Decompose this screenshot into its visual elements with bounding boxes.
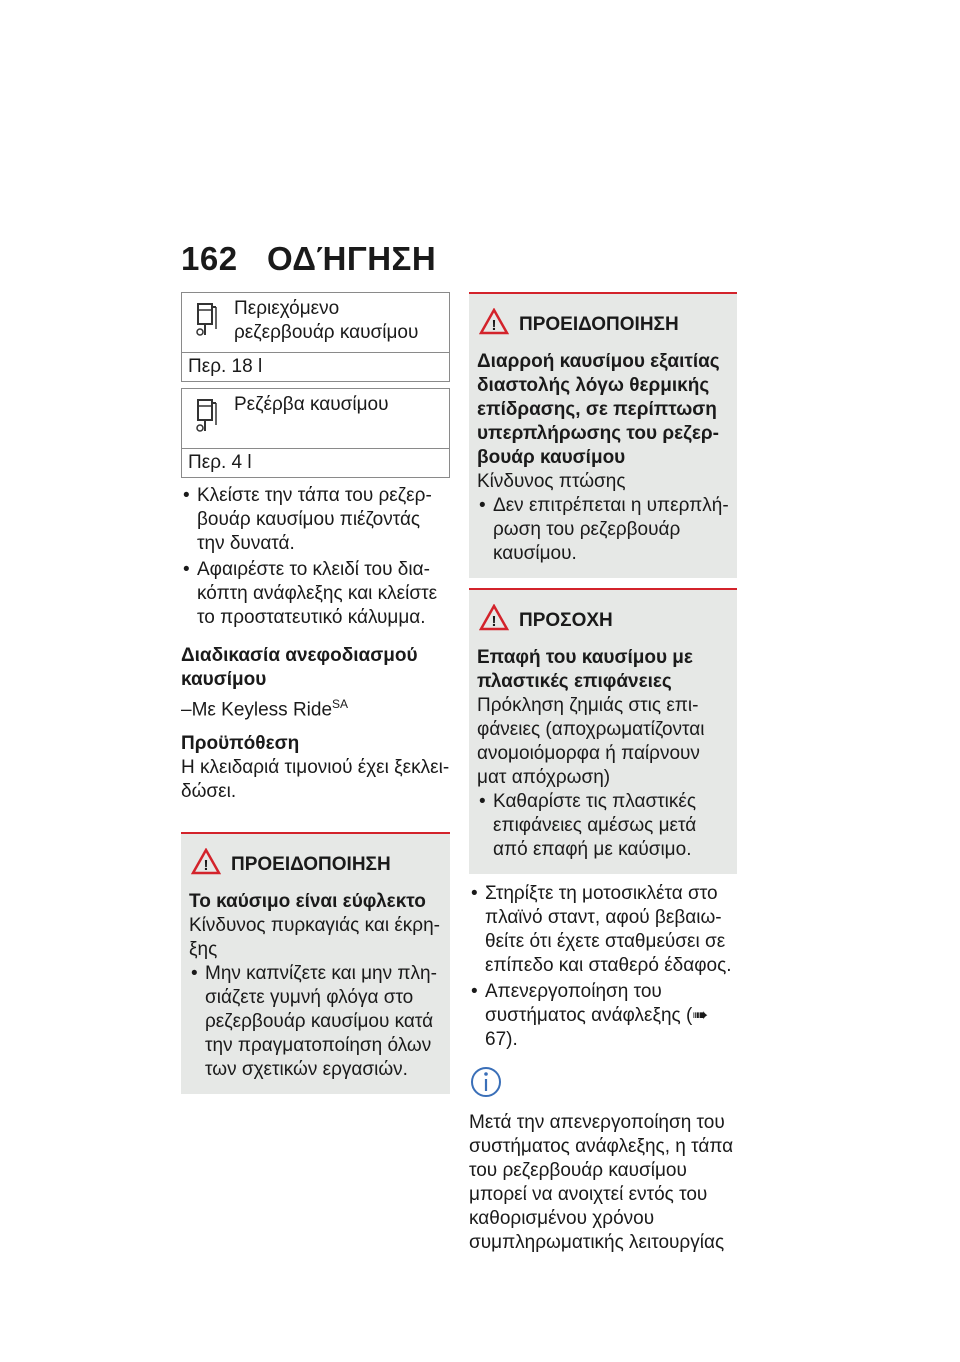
list-item: • Απενεργοποίηση του συστήματος ανάφλεξης (➠ 67). — [469, 980, 737, 1052]
page-number: 162 — [181, 240, 238, 277]
keyless-note: –Με Keyless Ride$^{SA}$ — [181, 697, 349, 721]
list-item: • Καθαρίστε τις πλαστικές επιφάνειες αμέσως μετά από επαφή με καύσιμο. — [477, 790, 729, 862]
info-note — [469, 1060, 737, 1255]
list-item: • Μην καπνίζετε και μην πλησιάζετε γυμνή φλόγα στο ρεζερβουάρ καυσίμου κατά την πραγματοποίηση όλων των σχετικών εργασιών. — [189, 962, 442, 1082]
info-icon — [469, 1088, 503, 1109]
warning-subtitle: Κίνδυνος πυρκαγιάς και έκρηξης — [189, 915, 440, 961]
svg-text:!: ! — [203, 857, 209, 875]
warning-label: ΠΡΟΕΙΔΟΠΟΙΗΣΗ — [519, 314, 679, 335]
spec-table-reserve — [181, 388, 450, 478]
spec-label: Περιεχόμενο ρεζερβουάρ καυσίμου — [234, 298, 419, 343]
list-item: • Αφαιρέστε το κλειδί του διακόπτη ανάφλεξης και κλείστε το προστατευτικό κάλυμμα. — [181, 558, 450, 630]
spec-table-tank-capacity — [181, 292, 450, 382]
warning-label: ΠΡΟΕΙΔΟΠΟΙΗΣΗ — [231, 854, 391, 876]
bullet-list — [469, 882, 737, 1052]
spec-label: Ρεζέρβα καυσίμου — [234, 394, 389, 415]
warning-box-overfill — [469, 292, 737, 578]
svg-text:!: ! — [491, 317, 497, 334]
fuel-pump-icon — [186, 393, 234, 442]
page-reference-arrow-icon: ➠ — [692, 1005, 709, 1026]
prerequisite-text: Η κλειδαριά τιμονιού έχει ξεκλειδώσει. — [181, 757, 450, 803]
caution-box-plastics — [469, 588, 737, 874]
section-heading: Διαδικασία ανεφοδιασμού καυσίμου — [181, 645, 418, 690]
info-text: Μετά την απενεργοποίηση του συστήματος ανάφλεξης, η τάπα του ρεζερβουάρ καυσίμου μπορεί να ανοιχτεί εντός του καθορισμένου χρόνου συμπληρωματικής λειτουργίας — [469, 1112, 734, 1253]
warning-triangle-icon — [189, 848, 231, 882]
caution-subtitle: Πρόκληση ζημιάς στις επιφάνειες (αποχρωματίζονται ανομοιόμορφα ή παίρνουν ματ απόχρωση) — [477, 695, 705, 788]
right-column — [469, 292, 737, 1255]
warning-triangle-icon — [477, 308, 519, 342]
prerequisite-heading: Προϋπόθεση — [181, 733, 300, 755]
svg-text:!: ! — [491, 613, 497, 630]
left-column — [181, 292, 450, 1094]
warning-title: Το καύσιμο είναι εύφλεκτο — [189, 891, 426, 913]
caution-label: ΠΡΟΣΟΧΗ — [519, 610, 613, 631]
warning-box-flammable — [181, 832, 450, 1094]
spec-value: Περ. 18 l — [182, 352, 449, 381]
warning-title: Διαρροή καυσίμου εξαιτίας διαστολής λόγω θερμικής επίδρασης, σε περίπτωση υπερπλήρωσης του ρεζερβουάρ καυσίμου — [477, 351, 720, 468]
page-reference[interactable]: 67 — [485, 1029, 507, 1050]
fuel-pump-icon — [186, 297, 234, 346]
spec-value: Περ. 4 l — [182, 448, 449, 477]
list-item: • Κλείστε την τάπα του ρεζερβουάρ καυσίμου πιέζοντάς την δυνατά. — [181, 484, 450, 556]
chapter-title: ΟΔΉΓΗΣΗ — [267, 240, 437, 277]
bullet-list — [181, 484, 450, 630]
warning-triangle-icon — [477, 604, 519, 638]
caution-title: Επαφή του καυσίμου με πλαστικές επιφάνειες — [477, 647, 693, 692]
list-item: • Στηρίξτε τη μοτοσικλέτα στο πλαϊνό σταντ, αφού βεβαιωθείτε ότι έχετε σταθμεύσει σε επίπεδο και σταθερό έδαφος. — [469, 882, 737, 978]
list-item: • Δεν επιτρέπεται η υπερπλήρωση του ρεζερβουάρ καυσίμου. — [477, 494, 729, 566]
page-header — [181, 240, 436, 278]
warning-subtitle: Κίνδυνος πτώσης — [477, 471, 626, 492]
